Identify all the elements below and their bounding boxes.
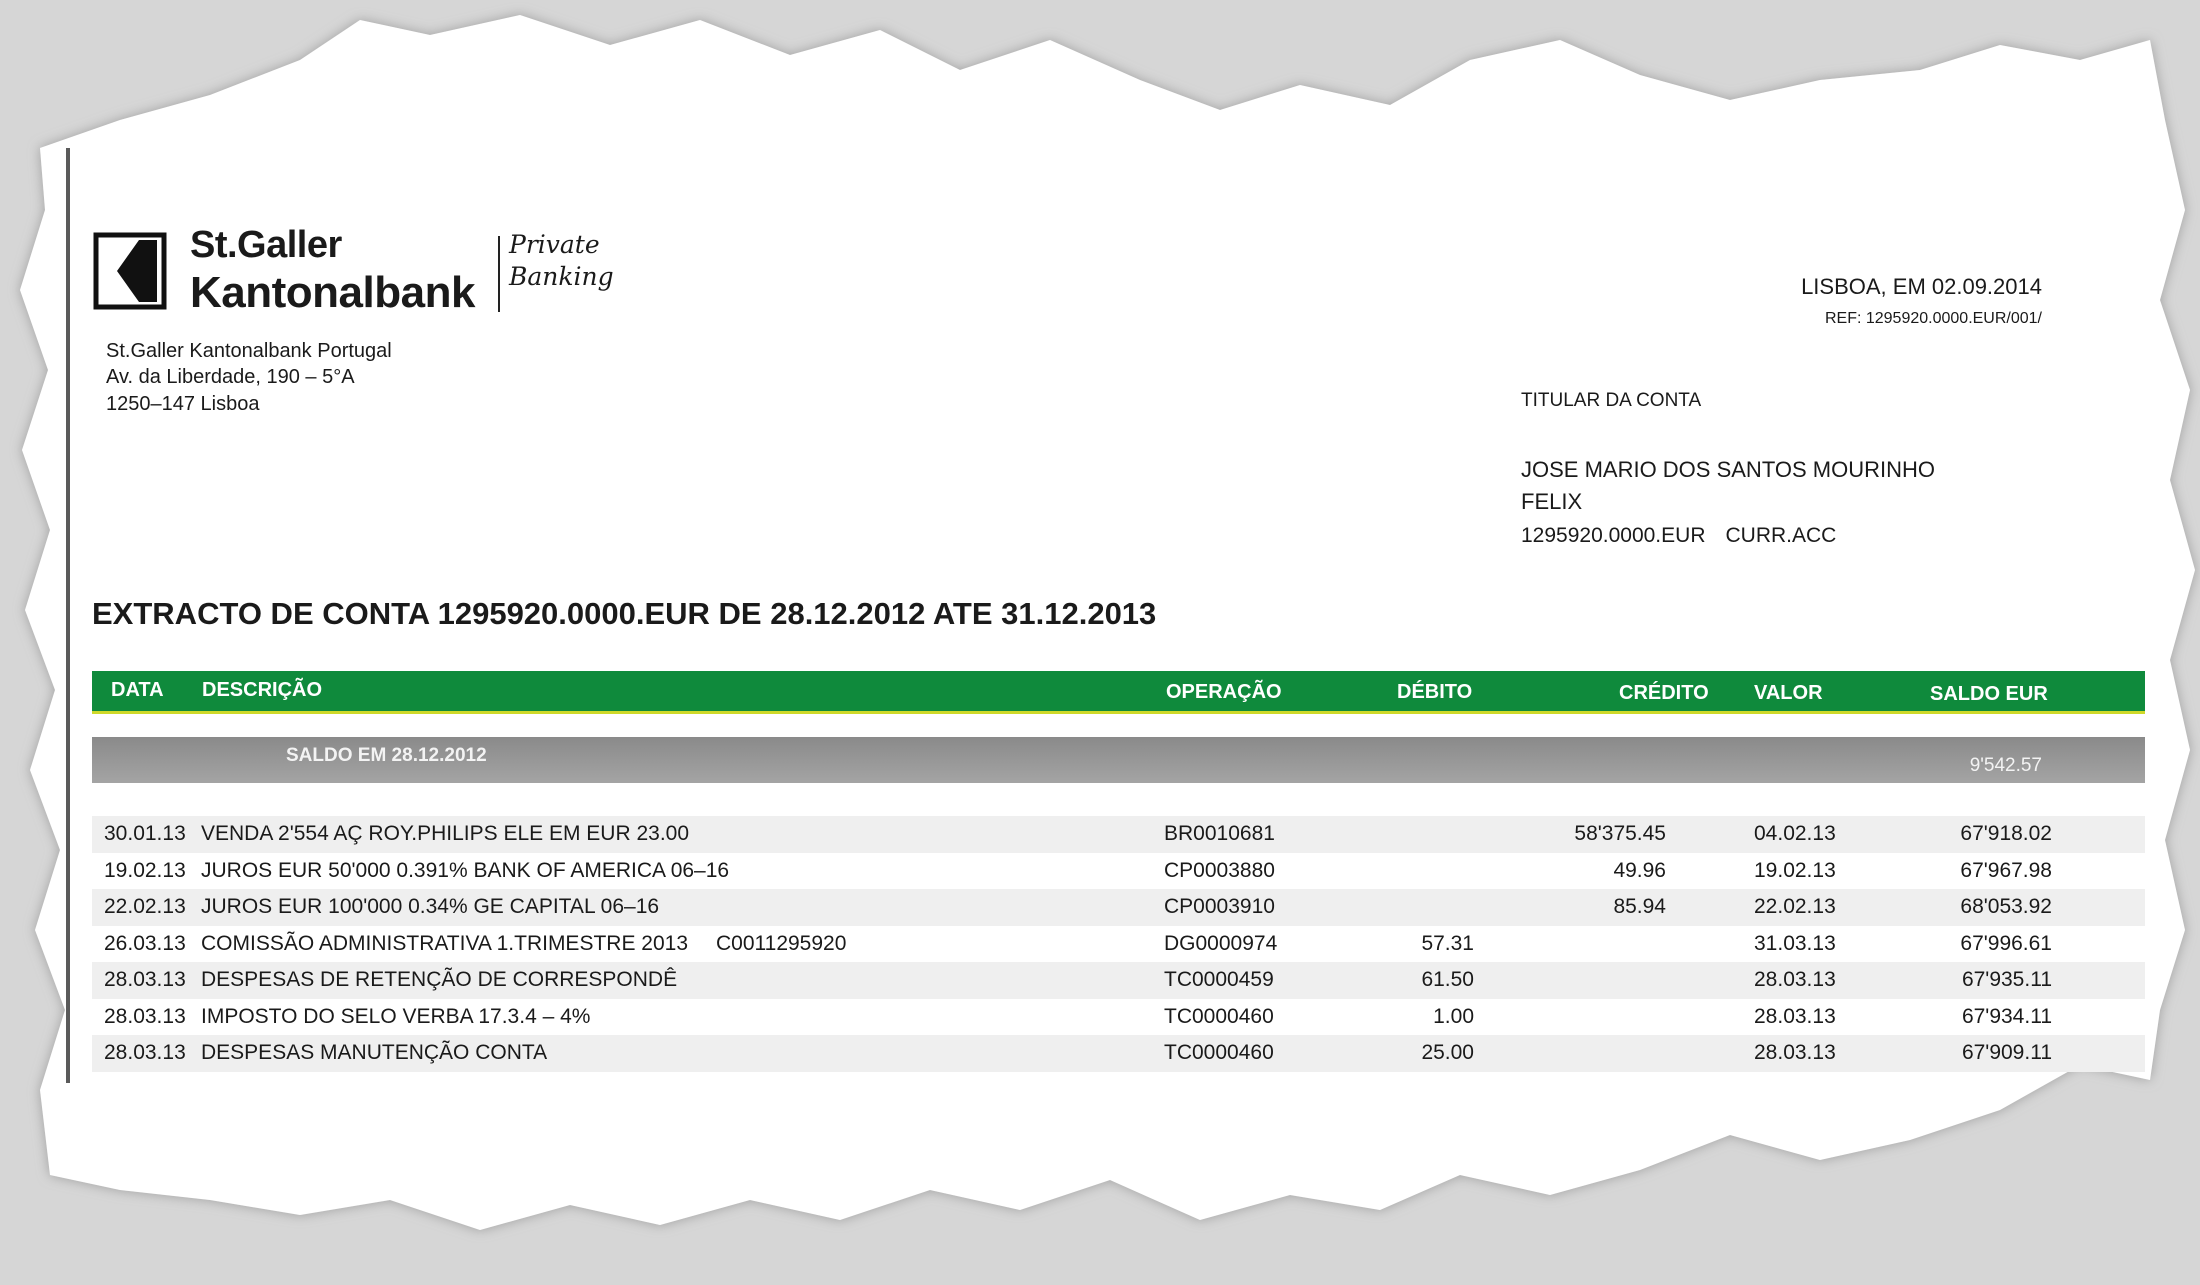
- place-date: LISBOA, EM 02.09.2014: [1801, 274, 2042, 299]
- opening-balance-label: SALDO EM 28.12.2012: [286, 745, 487, 766]
- row-date: 26.03.13: [104, 931, 186, 955]
- row-operation: BR0010681: [1164, 822, 1275, 845]
- row-debit: 57.31: [1421, 931, 1474, 955]
- margin-line: [66, 148, 70, 1083]
- table-row: [92, 962, 2145, 999]
- opening-balance-row: [92, 737, 2145, 783]
- column-header-balance: SALDO EUR: [1930, 683, 2048, 705]
- column-header-date: DATA: [111, 679, 164, 701]
- column-header-operation: OPERAÇÃO: [1166, 681, 1282, 703]
- column-header-value: VALOR: [1754, 682, 1823, 704]
- row-description: [201, 932, 846, 956]
- row-description: JUROS EUR 50'000 0.391% BANK OF AMERICA 06–16: [201, 858, 730, 882]
- holder-account-type: CURR.ACC: [1725, 524, 1837, 547]
- statement-title: EXTRACTO DE CONTA 1295920.0000.EUR DE 28.12.2012 ATE 31.12.2013: [92, 596, 1157, 631]
- transaction-rows: [92, 816, 2145, 1086]
- row-operation: TC0000460: [1164, 1004, 1274, 1028]
- table-row: [92, 889, 2145, 926]
- row-balance: 67'934.11: [1961, 1004, 2052, 1028]
- row-date: 22.02.13: [104, 895, 186, 918]
- row-debit: 61.50: [1421, 968, 1474, 991]
- row-debit: 25.00: [1421, 1041, 1474, 1064]
- bank-name-line1: St.Galler: [190, 224, 342, 266]
- row-description: DESPESAS MANUTENÇÃO CONTA: [201, 1041, 548, 1064]
- holder-name-line1: JOSE MARIO DOS SANTOS MOURINHO: [1521, 457, 1935, 482]
- table-row: [92, 999, 2145, 1036]
- row-value-date: 22.02.13: [1754, 895, 1836, 918]
- row-credit: 58'375.45: [1574, 822, 1666, 845]
- column-header-debit: DÉBITO: [1397, 681, 1473, 703]
- row-credit: 85.94: [1613, 895, 1666, 918]
- holder-name-line2: FELIX: [1521, 489, 1583, 514]
- row-balance: 67'909.11: [1961, 1041, 2052, 1064]
- table-row: [92, 816, 2145, 853]
- holder-account-number: 1295920.0000.EUR: [1521, 524, 1706, 547]
- row-balance: 67'996.61: [1960, 931, 2052, 955]
- cut-off-row: [92, 1072, 2145, 1086]
- holder-account: [1521, 524, 1836, 548]
- bank-name-line2: Kantonalbank: [190, 268, 475, 317]
- row-description-text: COMISSÃO ADMINISTRATIVA 1.TRIMESTRE 2013: [201, 931, 688, 955]
- row-description: JUROS EUR 100'000 0.34% GE CAPITAL 06–16: [201, 895, 660, 918]
- table-row: [92, 1035, 2145, 1072]
- row-value-date: 04.02.13: [1754, 822, 1836, 845]
- row-balance: 67'935.11: [1961, 968, 2052, 991]
- row-operation: CP0003910: [1164, 895, 1275, 918]
- reference: REF: 1295920.0000.EUR/001/: [1824, 310, 2042, 327]
- bank-address-line: Av. da Liberdade, 190 – 5°A: [106, 366, 355, 388]
- row-date: 28.03.13: [104, 1004, 186, 1028]
- row-date: 19.02.13: [104, 858, 186, 882]
- division-line1: Private: [509, 230, 600, 259]
- row-value-date: 28.03.13: [1754, 1041, 1836, 1064]
- holder-label: TITULAR DA CONTA: [1521, 390, 1702, 411]
- row-description-extra: C0011295920: [716, 931, 847, 955]
- row-date: 30.01.13: [104, 822, 186, 845]
- row-description: VENDA 2'554 AÇ ROY.PHILIPS ELE EM EUR 23.00: [201, 822, 690, 845]
- row-operation: TC0000459: [1164, 968, 1274, 991]
- bank-address-line: 1250–147 Lisboa: [106, 393, 260, 415]
- table-header: [92, 671, 2145, 714]
- row-operation: DG0000974: [1164, 931, 1278, 955]
- row-description: DESPESAS DE RETENÇÃO DE CORRESPONDÊ: [201, 968, 678, 991]
- row-operation: TC0000460: [1164, 1041, 1274, 1064]
- row-balance: 68'053.92: [1960, 895, 2052, 918]
- row-balance: 67'918.02: [1960, 822, 2052, 845]
- bank-logo-icon: [93, 232, 167, 310]
- division-line2: Banking: [509, 262, 614, 291]
- column-header-description: DESCRIÇÃO: [202, 679, 323, 701]
- row-value-date: 19.02.13: [1754, 858, 1836, 882]
- column-header-credit: CRÉDITO: [1619, 682, 1709, 704]
- row-date: 28.03.13: [104, 968, 186, 991]
- row-value-date: 31.03.13: [1754, 931, 1836, 955]
- logo-divider: [498, 236, 500, 312]
- row-date: 28.03.13: [104, 1041, 186, 1064]
- row-description: IMPOSTO DO SELO VERBA 17.3.4 – 4%: [201, 1004, 591, 1028]
- table-row: [92, 853, 2145, 890]
- row-debit: 1.00: [1433, 1004, 1474, 1028]
- row-credit: 49.96: [1613, 858, 1666, 882]
- row-value-date: 28.03.13: [1754, 1004, 1836, 1028]
- opening-balance-value: 9'542.57: [1969, 755, 2042, 776]
- row-value-date: 28.03.13: [1754, 968, 1836, 991]
- table-row: [92, 926, 2145, 963]
- bank-address-line: St.Galler Kantonalbank Portugal: [106, 340, 392, 362]
- row-balance: 67'967.98: [1960, 858, 2052, 882]
- row-operation: CP0003880: [1164, 858, 1275, 882]
